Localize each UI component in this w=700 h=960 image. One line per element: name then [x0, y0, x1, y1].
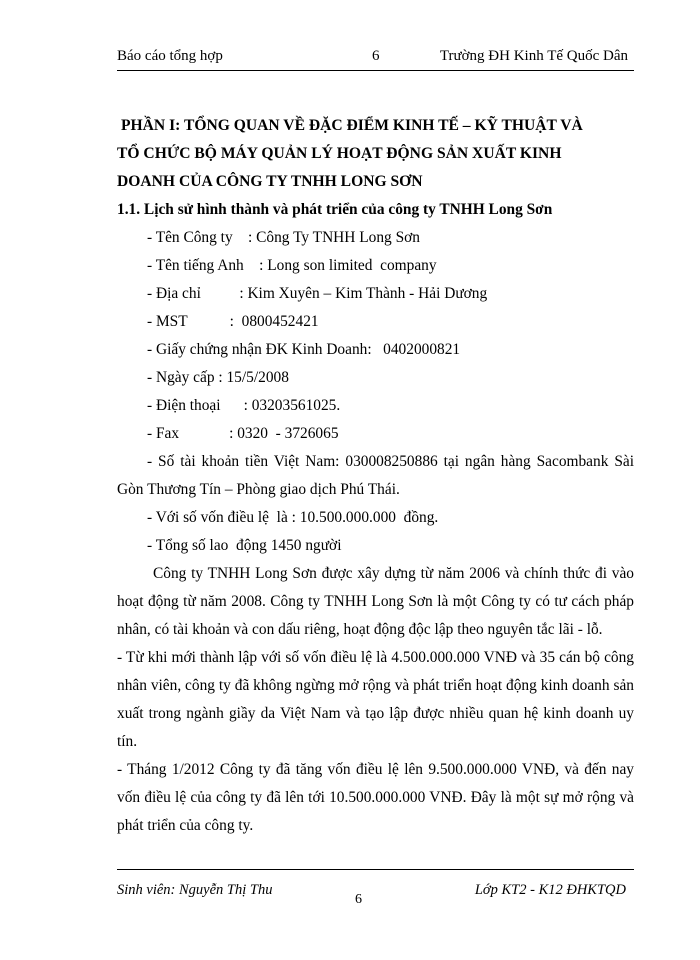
- info-business-license: - Giấy chứng nhận ĐK Kinh Doanh: 0402000821: [147, 341, 461, 358]
- footer-student-name: Sinh viên: Nguyễn Thị Thu: [117, 882, 273, 898]
- info-charter-capital: - Với số vốn điều lệ là : 10.500.000.000 đồng.: [147, 509, 439, 526]
- footer-page-number: 6: [355, 892, 362, 907]
- page-body: [117, 112, 634, 840]
- paragraph-founding: - Từ khi mới thành lập với số vốn điều lệ là 4.500.000.000 VNĐ và 35 cán bộ công nhân viên, công ty đã không ngừng mở rộng và phát triển hoạt động kinh doanh sản xuất trong ngành giầy da Việt Nam và tạo lập được nhiều quan hệ kinh doanh uy tín.: [117, 649, 634, 750]
- header-page-number: 6: [372, 48, 380, 64]
- footer-class: Lớp KT2 - K12 ĐHKTQD: [474, 882, 626, 898]
- info-company-name: - Tên Công ty : Công Ty TNHH Long Sơn: [147, 229, 420, 246]
- info-bank-account: - Số tài khoản tiền Việt Nam: 030008250886 tại ngân hàng Sacombank Sài Gòn Thương Tín – Phòng giao dịch Phú Thái.: [117, 453, 634, 498]
- info-employees: - Tổng số lao động 1450 người: [147, 537, 342, 554]
- part-title-line-2: TỔ CHỨC BỘ MÁY QUẢN LÝ HOẠT ĐỘNG SẢN XUẤT KINH: [117, 145, 562, 162]
- info-fax: - Fax : 0320 - 3726065: [147, 425, 339, 442]
- part-title: [117, 112, 634, 196]
- part-title-line-1: PHẦN I: TỔNG QUAN VỀ ĐẶC ĐIỂM KINH TẾ – KỸ THUẬT VÀ: [121, 117, 583, 134]
- header-university: Trường ĐH Kinh Tế Quốc Dân: [439, 48, 628, 64]
- paragraph-history-intro: Công ty TNHH Long Sơn được xây dựng từ năm 2006 và chính thức đi vào hoạt động từ năm 2008. Công ty TNHH Long Sơn là một Công ty có tư cách pháp nhân, có tài khoản và con dấu riêng, hoạt động độc lập theo nguyên tắc lãi - lỗ.: [117, 565, 634, 638]
- company-info-list: [117, 224, 634, 560]
- header-report-title: Báo cáo tổng hợp: [117, 48, 223, 64]
- info-issue-date: - Ngày cấp : 15/5/2008: [147, 369, 289, 386]
- info-address: - Địa chỉ : Kim Xuyên – Kim Thành - Hải Dương: [147, 285, 488, 302]
- paragraph-capital-increase: - Tháng 1/2012 Công ty đã tăng vốn điều lệ lên 9.500.000.000 VNĐ, và đến nay vốn điều lệ của công ty đã lên tới 10.500.000.000 VNĐ. Đây là một sự mở rộng và phát triển của công ty.: [117, 761, 634, 834]
- part-title-line-3: DOANH CỦA CÔNG TY TNHH LONG SƠN: [117, 173, 423, 190]
- page-header: [117, 38, 634, 71]
- info-tax-code: - MST : 0800452421: [147, 313, 319, 330]
- page-footer: [117, 869, 634, 910]
- info-phone: - Điện thoại : 03203561025.: [147, 397, 341, 414]
- info-english-name: - Tên tiếng Anh : Long son limited company: [147, 257, 437, 274]
- section-heading: 1.1. Lịch sử hình thành và phát triển của công ty TNHH Long Sơn: [117, 201, 553, 218]
